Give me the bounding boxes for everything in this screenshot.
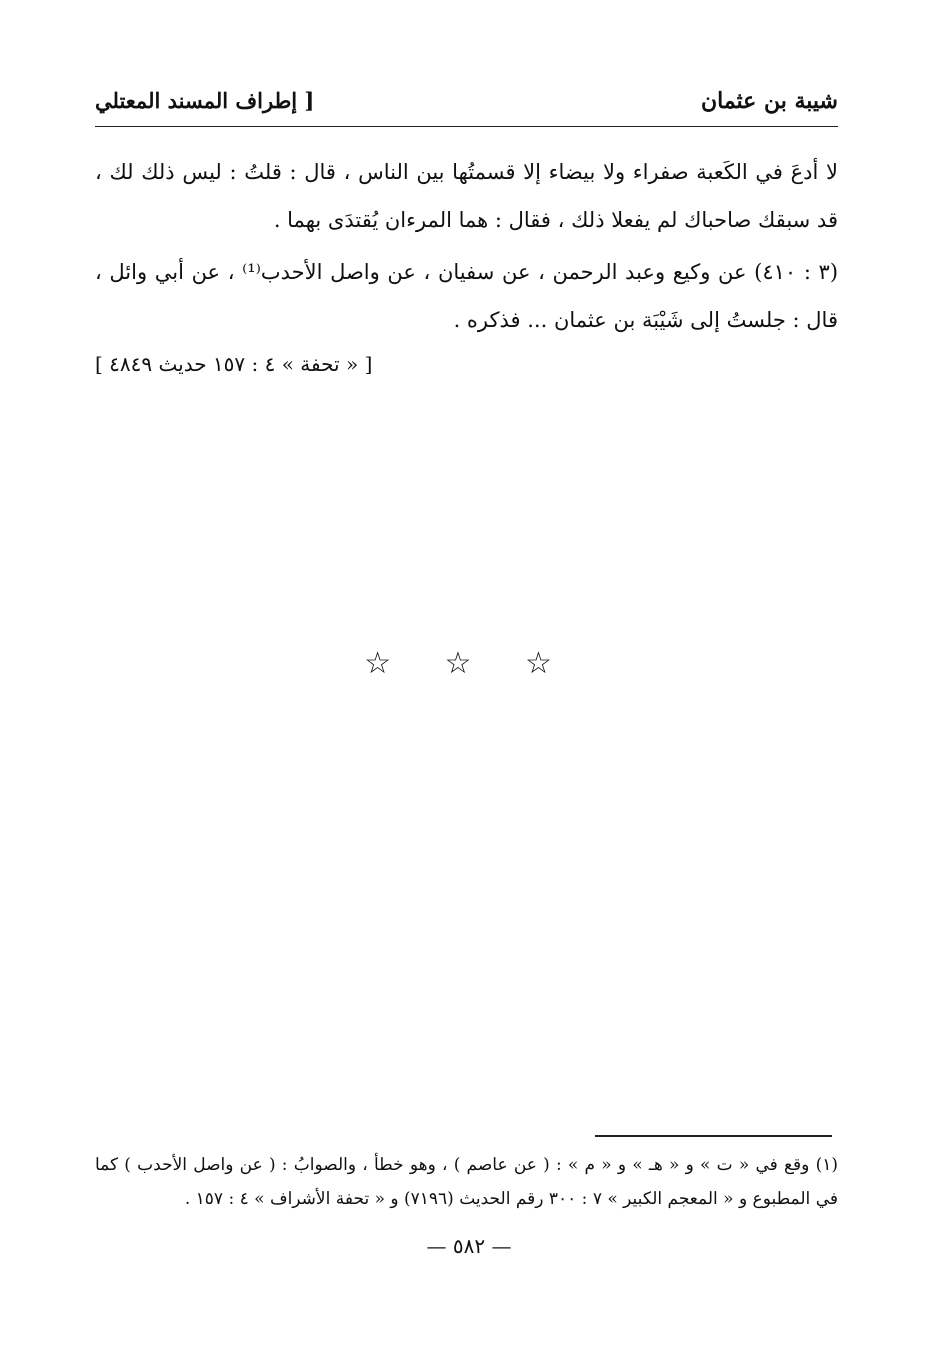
body-paragraph-1: لا أدعَ في الكَعبة صفراء ولا بيضاء إلا قسمتُها بين الناس ، قال : قلتُ : ليس ذلك لك ، قد سبقك صاحباك لم يفعلا ذلك ، فقال : هما المرءان يُقتدَى بهما . bbox=[95, 160, 838, 232]
header-divider bbox=[95, 126, 838, 127]
tuhfa-reference: [ « تحفة » ٤ : ١٥٧ حديث ٤٨٤٩ ] bbox=[95, 352, 373, 376]
body-paragraph-2: (٣ : ٤١٠) عن وكيع وعبد الرحمن ، عن سفيان ، عن واصل الأحدب⁽¹⁾ ، عن أبي وائل ، قال : جلستُ إلى شَيْبَة بن عثمان ... فذكره . bbox=[95, 260, 839, 332]
book-title: [ إطراف المسند المعتلي bbox=[95, 88, 315, 113]
footnote-divider bbox=[595, 1135, 832, 1137]
page-number: — ٥٨٢ — bbox=[426, 1234, 512, 1258]
footnote-1: (١) وقع في « ت » و « هـ » و « م » : ( عن عاصم ) ، وهو خطأ ، والصوابُ : ( عن واصل الأحدب ) كما في المطبوع و « المعجم الكبير » ٧ : ٣٠٠ رقم الحديث (٧١٩٦) و « تحفة الأشراف » ٤ : ١٥٧ . bbox=[95, 1155, 838, 1209]
chapter-title: شيبة بن عثمان bbox=[700, 88, 838, 114]
section-separator-stars: ☆ ☆ ☆ bbox=[364, 646, 574, 681]
